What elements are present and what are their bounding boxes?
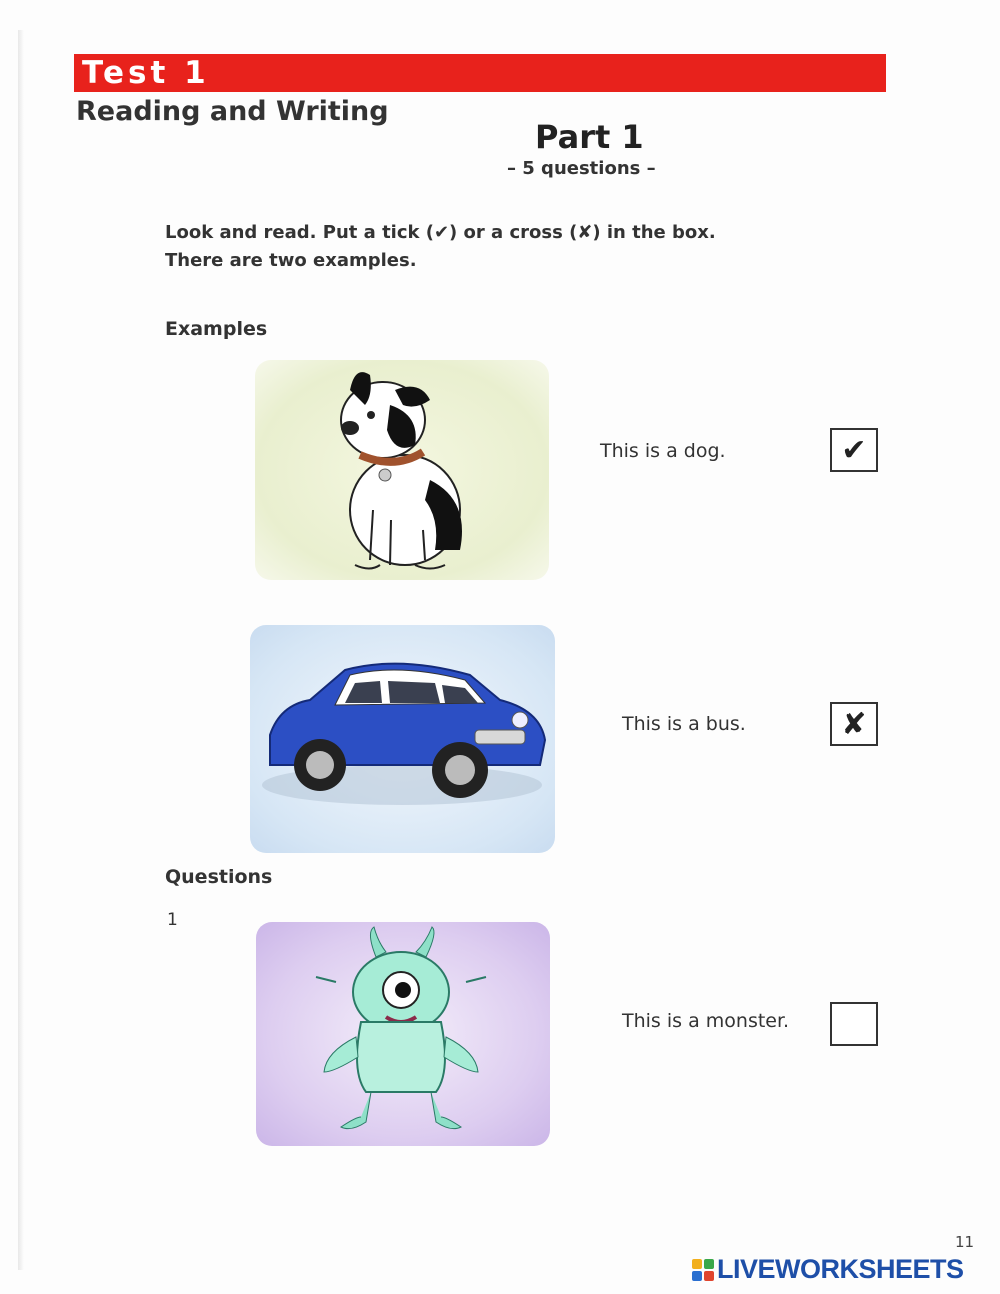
- test-header-bar: [74, 54, 886, 92]
- liveworksheets-brand[interactable]: [692, 1254, 964, 1285]
- page-edge: [18, 30, 24, 1270]
- test-label: Test 1: [82, 55, 210, 91]
- page-number: 11: [955, 1233, 975, 1251]
- instruction-line-2: There are two examples.: [165, 250, 417, 271]
- dog-illustration: [255, 360, 549, 580]
- question-number: 1: [167, 910, 178, 930]
- instruction-line-1: Look and read. Put a tick (✔) or a cross (✘) in the box.: [165, 222, 716, 243]
- examples-heading: Examples: [165, 318, 268, 340]
- example-sentence-1: This is a dog.: [600, 440, 726, 462]
- monster-picture: [256, 922, 550, 1146]
- brand-text: LIVEWORKSHEETS: [717, 1254, 964, 1284]
- car-illustration: [250, 625, 555, 853]
- question-sentence-1: This is a monster.: [622, 1010, 790, 1032]
- dog-picture: [255, 360, 549, 580]
- car-picture: [250, 625, 555, 853]
- section-title: Reading and Writing: [76, 96, 389, 127]
- question-answer-box-1[interactable]: [830, 1002, 878, 1046]
- part-question-count: – 5 questions –: [507, 158, 656, 179]
- brand-logo-icon: [692, 1259, 714, 1281]
- monster-illustration: [256, 922, 550, 1146]
- part-title: Part 1: [535, 118, 644, 156]
- example-answer-box-2: ✘: [830, 702, 878, 746]
- questions-heading: Questions: [165, 866, 273, 888]
- example-answer-box-1: ✔: [830, 428, 878, 472]
- example-sentence-2: This is a bus.: [622, 713, 746, 735]
